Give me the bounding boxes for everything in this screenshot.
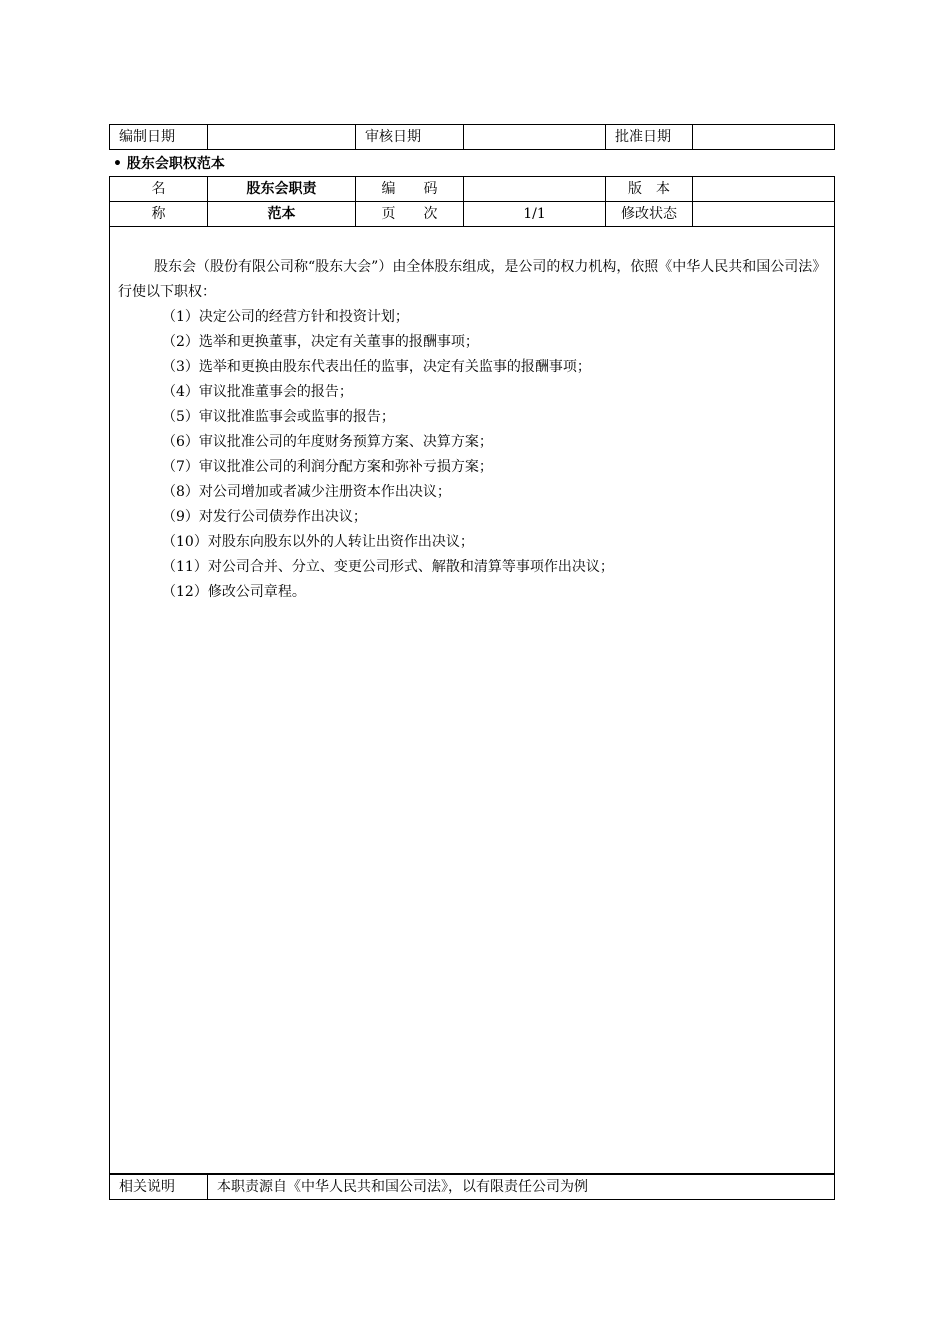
- intro-paragraph: 股东会（股份有限公司称“股东大会”）由全体股东组成，是公司的权力机构，依照《中华人民共和国公司法》行使以下职权：: [118, 259, 827, 300]
- compile-date-value[interactable]: [208, 125, 356, 150]
- responsibility-document-table: [109, 176, 835, 1174]
- approve-date-label: 批准日期: [606, 125, 693, 150]
- list-item: （5）审议批准监事会或监事的报告；: [162, 409, 395, 425]
- review-date-value[interactable]: [464, 125, 606, 150]
- section-heading: • 股东会职权范本: [113, 156, 225, 172]
- version-label: 版 本: [606, 177, 693, 202]
- page-value: 1/1: [464, 202, 606, 227]
- notes-table: [109, 1174, 835, 1200]
- list-item: （3）选举和更换由股东代表出任的监事，决定有关监事的报酬事项；: [162, 359, 591, 375]
- list-item: （11）对公司合并、分立、变更公司形式、解散和清算等事项作出决议；: [162, 559, 614, 575]
- document-title-line-2: 范本: [208, 202, 356, 227]
- document-title-line-1: 股东会职责: [208, 177, 356, 202]
- name-label-bottom: 称: [110, 202, 208, 227]
- revision-value[interactable]: [693, 202, 835, 227]
- list-item: （6）审议批准公司的年度财务预算方案、决算方案；: [162, 434, 493, 450]
- list-item: （1）决定公司的经营方针和投资计划；: [162, 309, 409, 325]
- approval-dates-table: [109, 124, 835, 150]
- content-body: [110, 227, 834, 605]
- code-value[interactable]: [464, 177, 606, 202]
- review-date-label: 审核日期: [356, 125, 464, 150]
- list-item: （8）对公司增加或者减少注册资本作出决议；: [162, 484, 451, 500]
- approve-date-value[interactable]: [693, 125, 835, 150]
- page-label: 页 次: [356, 202, 464, 227]
- list-item: （2）选举和更换董事，决定有关董事的报酬事项；: [162, 334, 479, 350]
- content-area: [110, 227, 835, 1174]
- version-value[interactable]: [693, 177, 835, 202]
- list-item: （9）对发行公司债券作出决议；: [162, 509, 367, 525]
- compile-date-label: 编制日期: [110, 125, 208, 150]
- code-label: 编 码: [356, 177, 464, 202]
- list-item: （12）修改公司章程。: [162, 584, 306, 600]
- notes-label: 相关说明: [110, 1175, 208, 1200]
- revision-label: 修改状态: [606, 202, 693, 227]
- list-item: （7）审议批准公司的利润分配方案和弥补亏损方案；: [162, 459, 493, 475]
- list-item: （4）审议批准董事会的报告；: [162, 384, 353, 400]
- list-item: （10）对股东向股东以外的人转让出资作出决议；: [162, 534, 474, 550]
- notes-text: 本职责源自《中华人民共和国公司法》，以有限责任公司为例: [208, 1175, 835, 1200]
- name-label-top: 名: [110, 177, 208, 202]
